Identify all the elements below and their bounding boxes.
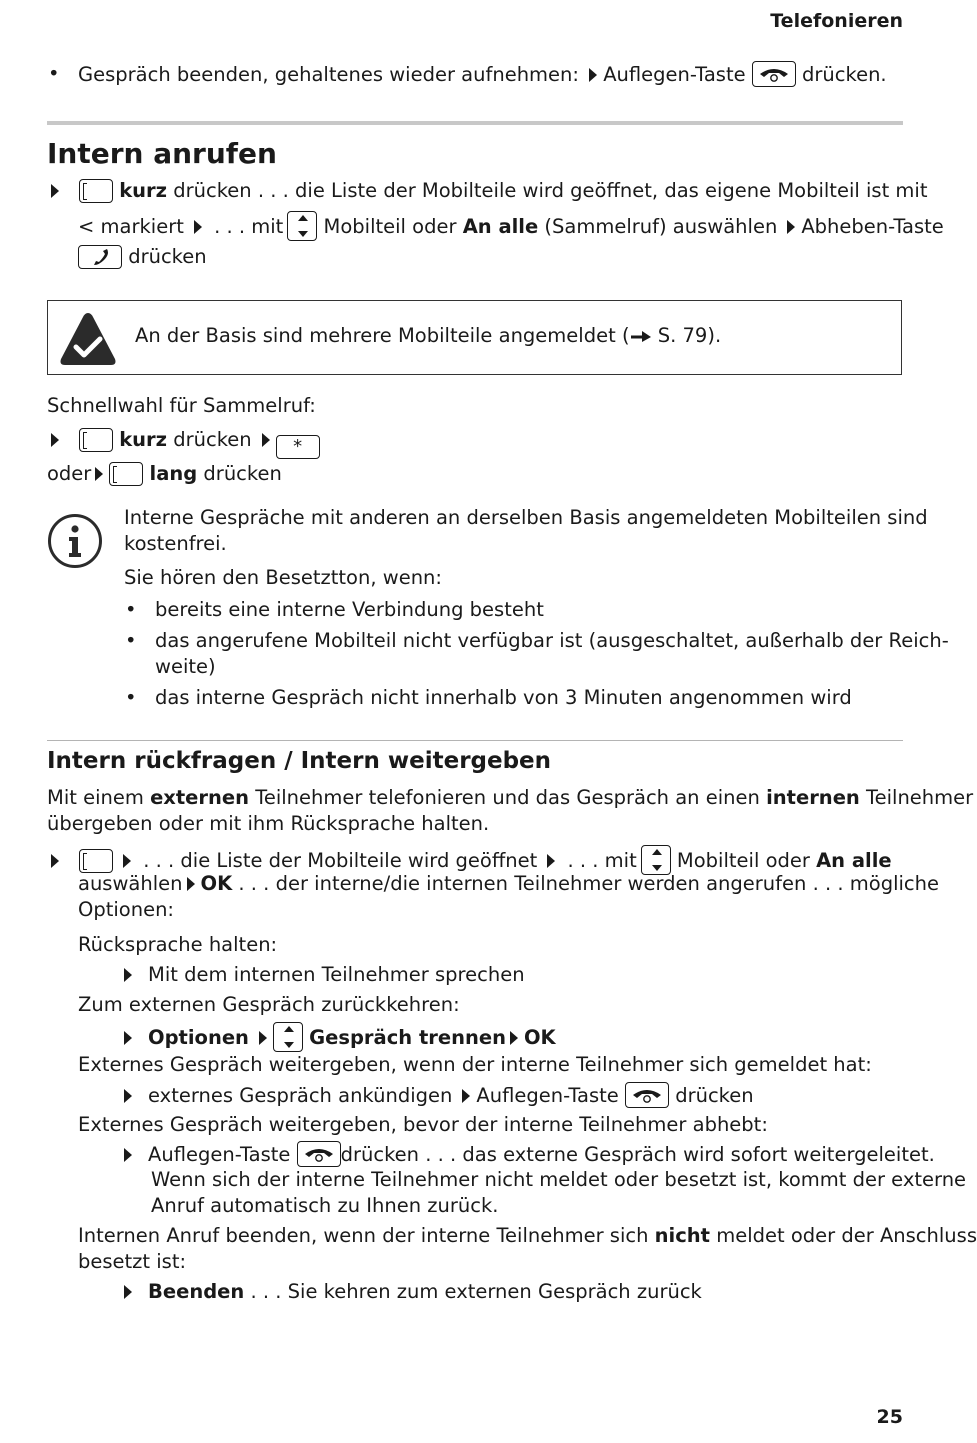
intern-key-icon xyxy=(79,428,113,452)
intro1c: Teilnehmer telefonieren und das Gespräch an einen xyxy=(255,786,760,809)
transfer-step-3: Optionen: xyxy=(78,898,175,921)
arrow-icon xyxy=(462,1089,470,1103)
top-bullet xyxy=(78,61,887,88)
s2a: auswählen xyxy=(78,872,183,895)
intern-step-line1 xyxy=(49,178,927,204)
top-bullet-text: Gespräch beenden, gehaltenes wieder aufnehmen: xyxy=(78,63,579,86)
arrow-icon xyxy=(124,1031,132,1045)
arrow-icon xyxy=(124,1285,132,1299)
intern-key-icon xyxy=(109,462,143,486)
kurz-label: kurz xyxy=(119,428,168,451)
quick-line2 xyxy=(47,461,282,487)
note-box xyxy=(47,300,902,375)
an-alle-label: An alle xyxy=(462,215,539,238)
arrow-icon xyxy=(95,467,103,481)
o5f: . . . Sie kehren zum externen Gespräch zurück xyxy=(250,1280,702,1303)
arrow-icon xyxy=(510,1031,518,1045)
opt3-action xyxy=(118,1082,754,1109)
arrow-icon xyxy=(124,968,132,982)
step-arrow-icon xyxy=(51,184,59,198)
o3a: externes Gespräch ankündigen xyxy=(148,1084,453,1107)
opt5-heading-2: besetzt ist: xyxy=(78,1250,187,1273)
call-key-icon xyxy=(78,245,122,269)
page-number: 25 xyxy=(876,1406,903,1428)
intern-l2a: < markiert xyxy=(78,215,184,238)
ok-label: OK xyxy=(200,872,233,895)
star-key-icon: * xyxy=(276,435,320,459)
arrow-icon xyxy=(123,854,131,868)
nicht-label: nicht xyxy=(654,1224,710,1247)
arrow-icon xyxy=(589,68,597,82)
ok-label: OK xyxy=(523,1026,556,1049)
nav-key-icon xyxy=(287,211,317,241)
warning-check-icon xyxy=(58,311,118,367)
opt4-heading: Externes Gespräch weitergeben, bevor der interne Teilnehmer abhebt: xyxy=(78,1113,768,1136)
o1a: Mit dem internen Teilnehmer sprechen xyxy=(148,963,525,986)
end-call-key-icon xyxy=(752,61,796,87)
note-ref: S. 79). xyxy=(657,324,722,347)
transfer-intro-1 xyxy=(47,785,973,811)
nav-key-icon xyxy=(273,1022,303,1052)
opt4-cont-2: Anruf automatisch zu Ihnen zurück. xyxy=(151,1194,499,1217)
info-icon xyxy=(47,513,103,569)
o3c: drücken xyxy=(675,1084,754,1107)
intro1e: Teilnehmer xyxy=(866,786,974,809)
info-bullet-2-cont: weite) xyxy=(155,655,216,678)
o4b: drücken . . . das externe Gespräch wird sofort weitergeleitet. xyxy=(340,1143,935,1166)
an-alle-label: An alle xyxy=(816,849,892,872)
intern-l2c: Mobilteil oder xyxy=(323,215,457,238)
s1b: . . . mit xyxy=(567,849,637,872)
section-header: Telefonieren xyxy=(770,10,903,32)
section-divider xyxy=(47,740,903,741)
arrow-icon xyxy=(194,220,202,234)
info-bullet-1: • bereits eine interne Verbindung besteht xyxy=(155,597,544,623)
note-text-main: An der Basis sind mehrere Mobilteile angemeldet ( xyxy=(135,324,630,347)
lang-label: lang xyxy=(149,462,198,485)
opt4-action xyxy=(118,1141,935,1168)
arrow-icon xyxy=(547,854,555,868)
intern-key-icon xyxy=(79,849,113,873)
arrow-icon xyxy=(787,220,795,234)
optionen-label: Optionen xyxy=(148,1026,249,1049)
quick-druecken: drücken xyxy=(173,428,252,451)
internen-label: internen xyxy=(766,786,860,809)
info-p1b: kostenfrei. xyxy=(124,532,227,555)
quick-line1 xyxy=(49,427,320,459)
arrow-icon xyxy=(187,877,195,891)
top-bullet-action: Auflegen-Taste xyxy=(603,63,746,86)
info-p1a: Interne Gespräche mit anderen an derselben Basis angemeldeten Mobilteilen sind xyxy=(124,506,928,529)
opt5-heading xyxy=(78,1223,977,1249)
ref-arrow-icon xyxy=(630,329,652,343)
o5c: meldet oder der Anschluss xyxy=(716,1224,977,1247)
section-divider xyxy=(47,121,903,125)
opt1-action xyxy=(118,962,525,988)
externen-label: externen xyxy=(150,786,250,809)
info-bullet-3: • das interne Gespräch nicht innerhalb von 3 Minuten angenommen wird xyxy=(155,685,852,711)
quick-heading: Schnellwahl für Sammelruf: xyxy=(47,394,316,417)
s2c: . . . der interne/die internen Teilnehmer werden angerufen . . . mögliche xyxy=(238,872,939,895)
opt5-action xyxy=(118,1279,702,1305)
oder-label: oder xyxy=(47,462,92,485)
o3b: Auflegen-Taste xyxy=(476,1084,619,1107)
info-bullet-2: • das angerufene Mobilteil nicht verfügbar ist (ausgeschaltet, außerhalb der Reich- xyxy=(155,628,949,654)
opt3-heading: Externes Gespräch weitergeben, wenn der interne Teilnehmer sich gemeldet hat: xyxy=(78,1053,872,1076)
arrow-icon xyxy=(259,1031,267,1045)
intern-key-icon xyxy=(79,179,113,203)
intro1a: Mit einem xyxy=(47,786,144,809)
transfer-step-2 xyxy=(78,871,939,897)
opt1-heading: Rücksprache halten: xyxy=(78,933,278,956)
o5a: Internen Anruf beenden, wenn der interne Teilnehmer sich xyxy=(78,1224,649,1247)
beenden-label: Beenden xyxy=(148,1280,245,1303)
opt2-action xyxy=(118,1022,556,1052)
intern-l2b: . . . mit xyxy=(214,215,284,238)
quick-druecken2: drücken xyxy=(203,462,282,485)
intern-title: Intern anrufen xyxy=(47,137,277,170)
arrow-icon xyxy=(124,1148,132,1162)
arrow-icon xyxy=(124,1089,132,1103)
intern-step-line3 xyxy=(78,244,207,270)
intern-step-line2 xyxy=(78,211,944,241)
arrow-icon xyxy=(262,433,270,447)
top-bullet-tail: drücken. xyxy=(802,63,887,86)
intern-l1-text: drücken . . . die Liste der Mobilteile wird geöffnet, das eigene Mobilteil ist mit xyxy=(173,179,928,202)
step-arrow-icon xyxy=(51,433,59,447)
s1a: . . . die Liste der Mobilteile wird geöffnet xyxy=(143,849,538,872)
transfer-intro-2: übergeben oder mit ihm Rücksprache halten. xyxy=(47,812,490,835)
end-call-key-icon xyxy=(625,1082,669,1108)
opt4-cont-1: Wenn sich der interne Teilnehmer nicht meldet oder besetzt ist, kommt der externe xyxy=(151,1168,967,1191)
transfer-title: Intern rückfragen / Intern weitergeben xyxy=(47,748,552,774)
s1c: Mobilteil oder xyxy=(676,849,810,872)
note-text xyxy=(135,323,721,349)
opt2-heading: Zum externen Gespräch zurückkehren: xyxy=(78,993,460,1016)
info-p2: Sie hören den Besetztton, wenn: xyxy=(124,566,442,589)
intern-l3: drücken xyxy=(128,245,207,268)
kurz-label: kurz xyxy=(119,179,168,202)
intern-l2f: Abheben-Taste xyxy=(801,215,944,238)
intern-l2e: (Sammelruf) auswählen xyxy=(544,215,778,238)
step-arrow-icon xyxy=(51,854,59,868)
end-call-key-icon xyxy=(297,1141,341,1167)
o4a: Auflegen-Taste xyxy=(148,1143,291,1166)
gespraech-trennen-label: Gespräch trennen xyxy=(309,1026,506,1049)
